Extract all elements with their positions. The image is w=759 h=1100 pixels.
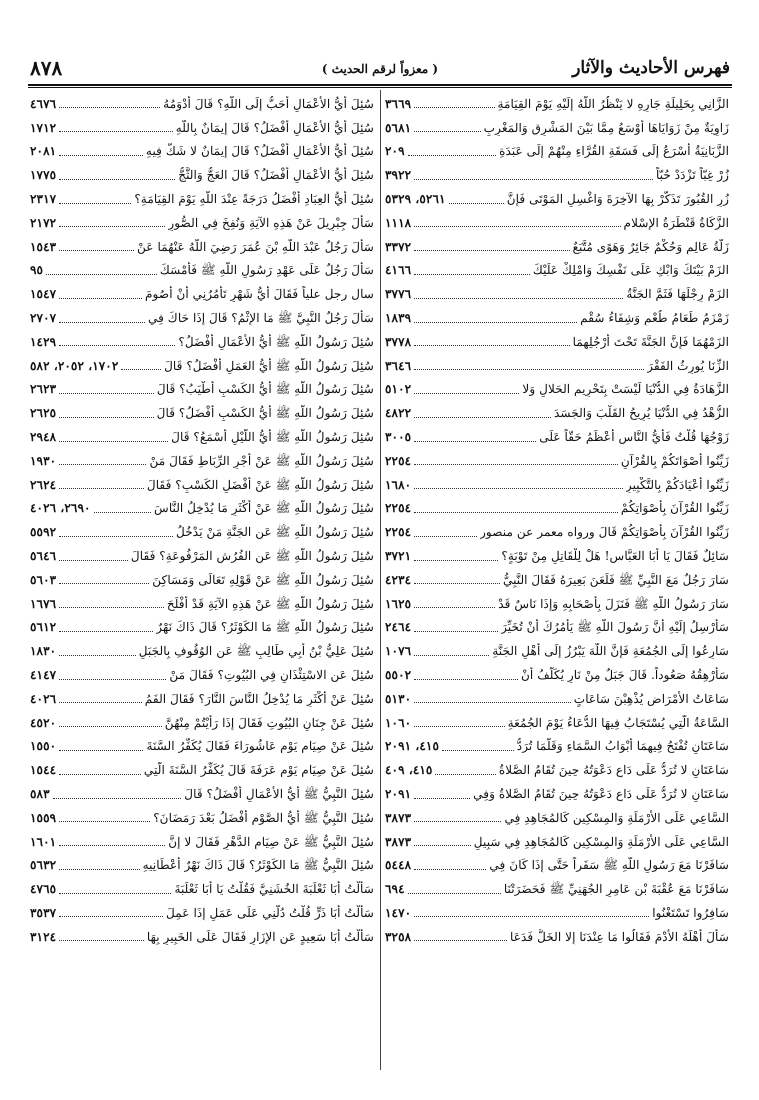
entry-reference-number: ١٧٧٥ (30, 168, 57, 183)
entry-reference-number: ١٥٤٧ (30, 287, 57, 302)
dot-leader (59, 893, 171, 894)
dot-leader (414, 250, 569, 251)
header-rule (28, 84, 732, 86)
entry-text: سَافِرُوا تَسْتَغْنُوا (652, 905, 729, 920)
index-entry (385, 140, 729, 164)
entry-reference-number: ١٦٠١ (30, 834, 57, 849)
dot-leader (59, 298, 142, 299)
entry-reference-number: ٢٦٢٣ (30, 382, 57, 397)
dot-leader (59, 655, 136, 656)
index-entry (30, 735, 374, 759)
entry-reference-number: ١٦٢٥ (385, 596, 412, 611)
entry-reference-number: ٢٣١٧ (30, 192, 57, 207)
dot-leader (59, 417, 153, 418)
dot-leader (59, 679, 166, 680)
dot-leader (414, 845, 471, 846)
index-entry (30, 854, 374, 878)
entry-text: سُئِلَ النَّبِيُّ ﷺ مَا الكَوْثَرُ؟ قَالَ ذَاكَ نَهْرٌ أَعْطَانِيهِ (142, 858, 374, 873)
entry-reference-number: ٣٠٠٥ (385, 430, 412, 445)
index-entry (385, 758, 729, 782)
index-entry (385, 163, 729, 187)
index-entry (30, 235, 374, 259)
entry-reference-number: ١٥٤٤ (30, 763, 57, 778)
index-entry (30, 92, 374, 116)
entry-text: سَارِعُوا إِلَى الجُمُعَةِ فَإِنَّ اللَّهَ يَبْرُزُ إِلَى أَهْلِ الجَنَّةِ (492, 644, 729, 659)
dot-leader (59, 155, 143, 156)
dot-leader (414, 179, 653, 180)
index-entry (385, 806, 729, 830)
entry-text: سُئِلَ رَسُولُ اللَّهِ ﷺ أَيُّ الأَعْمَالِ أَفْضَلُ؟ (178, 334, 374, 349)
dot-leader (408, 893, 501, 894)
index-entry (385, 687, 729, 711)
entry-reference-number: ٤٠٢٦ (30, 691, 57, 706)
entry-text: السَّاعَةُ الَّتِي يُسْتَجَابُ فِيهَا الدُّعَاءُ يَوْمَ الجُمُعَةِ (507, 715, 729, 730)
dot-leader (414, 607, 495, 608)
dot-leader (414, 702, 571, 703)
index-entry (385, 116, 729, 140)
entry-text: سَأَرْسِلُ إِلَيْهِ أَنَّ رَسُولَ اللَّهِ ﷺ يَأْمُرُكَ أَنْ تُخَيِّرَ (501, 620, 729, 635)
entry-text: سُئِلَ النَّبِيُّ ﷺ عَنْ صِيَامِ الدَّهْرِ فَقَالَ لا إِنَّ (168, 834, 374, 849)
dot-leader (59, 393, 154, 394)
dot-leader (414, 322, 577, 323)
entry-text: سُئِلَ رَسُولُ اللَّهِ ﷺ عَنْ أَجْرِ الرِّبَاطِ فَقَالَ مَنْ (149, 453, 374, 468)
entry-text: سُئِلَ النَّبِيُّ ﷺ أَيُّ الأَعْمَالِ أَفْضَلُ؟ قَالَ (184, 787, 374, 801)
entry-text: زَمْزَمُ طَعَامُ طُعْمٍ وَشِفَاءُ سُقْمٍ (580, 311, 729, 326)
index-entry (30, 925, 374, 949)
dot-leader (59, 345, 175, 346)
dot-leader (59, 322, 145, 323)
index-entry (385, 520, 729, 544)
entry-text: سَاعَتَانِ لا تُرَدُّ عَلَى دَاعٍ دَعْوَتُهُ حِينَ تُقَامُ الصَّلاةُ وَفِي (473, 787, 729, 801)
dot-leader (59, 250, 134, 251)
index-entry (385, 401, 729, 425)
index-entry (30, 378, 374, 402)
entry-reference-number: ١٥٤٣ (30, 239, 57, 254)
index-entry (385, 497, 729, 521)
dot-leader (59, 488, 144, 489)
index-entry (30, 211, 374, 235)
index-entry (385, 187, 729, 211)
entry-text: سُئِلَ رَسُولُ اللَّهِ ﷺ أَيُّ الكَسْبِ أَفْضَلُ؟ قَالَ (156, 406, 374, 421)
entry-reference-number: ٢١٧٢ (30, 215, 57, 230)
entry-text: سُئِلَ رَسُولُ اللَّهِ ﷺ عَنْ هَذِهِ الآيَةِ قَدْ أَفْلَحَ (166, 596, 374, 611)
entry-reference-number: ٤٨٢٢ (385, 406, 412, 421)
dot-leader (414, 226, 620, 227)
index-entry (385, 425, 729, 449)
dot-leader (59, 940, 144, 941)
entry-reference-number: ٣٧٢١ (385, 549, 412, 564)
page-title: فهرس الأحاديث والآثار (572, 58, 730, 78)
left-column (30, 92, 374, 949)
index-entry (385, 663, 729, 687)
dot-leader (414, 679, 518, 680)
entry-reference-number: ٥١٣٠ (385, 691, 412, 706)
entry-reference-number: ٢٤٦٤ (385, 620, 412, 635)
dot-leader (59, 536, 173, 537)
entry-reference-number: ٣٨٧٣ (385, 834, 412, 849)
entry-text: سُئِلَ أَيُّ الأَعْمَالِ أَحَبُّ إِلَى اللَّهِ؟ قَالَ أَدْوَمُهُ (163, 96, 374, 111)
index-entry (385, 306, 729, 330)
entry-reference-number: ٥٦٨١ (385, 120, 412, 135)
index-entry (385, 735, 729, 759)
dot-leader (414, 583, 500, 584)
dot-leader (59, 203, 131, 204)
entry-reference-number: ٥٢٦١، ٥٣٢٩ (385, 192, 446, 207)
header-rule-thin (28, 87, 732, 88)
index-entry (385, 854, 729, 878)
index-entry (385, 639, 729, 663)
entry-text: سَارَ رَسُولُ اللَّهِ ﷺ فَنَزَلَ بِأَصْحَابِهِ وَإِذَا نَاسٌ قَدْ (498, 596, 729, 611)
index-entry (30, 520, 374, 544)
page-header (30, 56, 730, 86)
dot-leader (59, 464, 146, 465)
entry-text: السَّاعِي عَلَى الأَرْمَلَةِ وَالمِسْكِينِ كَالمُجَاهِدِ فِي سَبِيلِ (473, 834, 729, 849)
entry-text: الزَمْ بَيْتَكَ وَابْكِ عَلَى نَفْسِكَ وَامْلِكْ عَلَيْكَ (532, 263, 729, 278)
entry-text: سال رجل علياً فَقَالَ أَيُّ شَهْرٍ تَأْمُرُنِي أَنْ أَصُومَ (145, 287, 374, 302)
dot-leader (414, 726, 504, 727)
entry-reference-number: ٤١٦٦ (385, 263, 412, 278)
dot-leader (414, 441, 536, 442)
dot-leader (59, 702, 142, 703)
entry-reference-number: ١٨٣٩ (385, 311, 412, 326)
index-entry (30, 544, 374, 568)
entry-reference-number: ٤٧٦٥ (30, 882, 57, 897)
entry-reference-number: ٣٥٣٧ (30, 905, 57, 920)
dot-leader (449, 203, 504, 204)
entry-reference-number: ٣٦٤٦ (385, 358, 412, 373)
index-entry (30, 830, 374, 854)
entry-text: الزُّهْدُ فِي الدُّنْيَا يُرِيحُ القَلْبَ وَالجَسَدَ (553, 406, 729, 421)
entry-reference-number: ١٦٧٦ (30, 596, 57, 611)
index-entry (30, 306, 374, 330)
dot-leader (414, 512, 618, 513)
dot-leader (414, 131, 480, 132)
dot-leader (53, 798, 182, 799)
entry-reference-number: ١٥٥٠ (30, 739, 57, 754)
entry-text: سُئِلَ عَنْ جِنَانِ البُيُوتِ فَقَالَ إِذَا رَأَيْتُمْ مِنْهُنَّ (164, 715, 374, 730)
entry-reference-number: ٣٢٥٨ (385, 929, 412, 944)
dot-leader (414, 488, 623, 489)
index-entry (30, 425, 374, 449)
entry-reference-number: ١١١٨ (385, 215, 412, 230)
dot-leader (414, 107, 494, 108)
entry-text: سُئِلَ رَسُولُ اللَّهِ ﷺ مَا الكَوْثَرُ؟ قَالَ ذَاكَ نَهْرٌ (156, 620, 374, 635)
right-column (385, 92, 729, 949)
dot-leader (121, 369, 161, 370)
entry-text: سَأَلْتُ أَبَا ثَعْلَبَةَ الخُشَنِيَّ فَقُلْتُ يَا أَبَا ثَعْلَبَةَ (174, 882, 374, 897)
entry-text: سُئِلَ رَسُولُ اللَّهِ ﷺ عَنْ قَوْلِهِ تَعَالَى وَمَسَاكِنَ (152, 572, 374, 587)
entry-reference-number: ٥٥٩٢ (30, 525, 57, 540)
entry-text: سُئِلَ رَسُولُ اللَّهِ ﷺ أَيُّ اللَّيْلِ أَسْمَعُ؟ قَالَ (171, 430, 374, 445)
entry-text: سُئِلَ عَنِ الاسْتِئْذَانِ فِي البُيُوتِ؟ فَقَالَ مَنْ (169, 668, 374, 683)
entry-text: سُئِلَ النَّبِيُّ ﷺ أَيُّ الصَّوْمِ أَفْضَلُ بَعْدَ رَمَضَانَ؟ (153, 810, 374, 825)
entry-reference-number: ٦٩٤ (385, 882, 405, 897)
entry-text: سَاعَتَانِ لا تُرَدُّ عَلَى دَاعٍ دَعْوَتُهُ حِينَ تُقَامُ الصَّلاةُ (498, 763, 729, 778)
entry-reference-number: ١٠٧٦ (385, 644, 412, 659)
dot-leader (414, 369, 644, 370)
page-number: ٨٧٨ (30, 56, 63, 80)
entry-text: الزَّبَانِيَةُ أَسْرَعُ إِلَى فَسَقَةِ القُرَّاءِ مِنْهُمْ إِلَى عَبَدَةِ (499, 144, 729, 159)
page-subtitle: ( معزواً لرقم الحديث ) (321, 62, 439, 76)
index-entry (385, 901, 729, 925)
entry-text: سَافَرْنَا مَعَ رَسُولِ اللَّهِ ﷺ سَفَراً حَتَّى إِذَا كَانَ فِي (489, 858, 729, 873)
dot-leader (408, 155, 496, 156)
entry-text: سُئِلَ عَلِيُّ بْنُ أَبِي طَالِبٍ ﷺ عَنِ الوُقُوفِ بِالجَبَلِ (138, 644, 374, 659)
index-entry (30, 163, 374, 187)
index-entry (385, 235, 729, 259)
dot-leader (46, 274, 157, 275)
entry-text: زَيِّنُوا القُرْآنَ بِأَصْوَاتِكُمْ قَالَ ورواه معمر عن منصور (480, 525, 729, 540)
entry-text: الزَمْ رِجْلَهَا فَثَمَّ الجَنَّةُ (626, 287, 729, 302)
entry-text: الزَّكَاةُ قَنْطَرَةُ الإِسْلامِ (623, 215, 729, 230)
entry-reference-number: ٤٦٧٦ (30, 96, 57, 111)
entry-reference-number: ٥٦١٢ (30, 620, 57, 635)
dot-leader (414, 464, 618, 465)
index-entry (385, 616, 729, 640)
index-entry (30, 806, 374, 830)
index-entry (385, 354, 729, 378)
dot-leader (414, 869, 486, 870)
index-entry (385, 711, 729, 735)
entry-reference-number: ٢٦٢٥ (30, 406, 57, 421)
entry-text: الزَّانِي بِحَلِيلَةِ جَارِهِ لا يَنْظُرُ اللَّهُ إِلَيْهِ يَوْمَ القِيَامَةِ (497, 96, 729, 111)
entry-reference-number: ٣٩٢٢ (385, 168, 412, 183)
entry-text: سُئِلَ أَيُّ الأَعْمَالِ أَفْضَلُ؟ قَالَ العَجُّ وَالثَّجُّ (178, 168, 374, 183)
entry-text: زَيِّنُوا القُرْآنَ بِأَصْوَاتِكُمْ (620, 501, 729, 516)
index-entry (30, 877, 374, 901)
dot-leader (414, 536, 477, 537)
dot-leader (414, 655, 489, 656)
entry-reference-number: ٢٢٥٤ (385, 453, 412, 468)
index-entry (30, 711, 374, 735)
entry-text: سَأَلَ جِبْرِيلَ عَنْ هَذِهِ الآيَةِ وَنُفِخَ فِي الصُّورِ (168, 215, 374, 230)
dot-leader (59, 631, 153, 632)
index-entry (30, 282, 374, 306)
dot-leader (414, 940, 507, 941)
entry-text: السَّاعِي عَلَى الأَرْمَلَةِ وَالمِسْكِينِ كَالمُجَاهِدِ فِي (504, 810, 729, 825)
dot-leader (59, 441, 168, 442)
index-entry (30, 140, 374, 164)
dot-leader (94, 512, 151, 513)
entry-text: سَاعَتَانِ تُفْتَحُ فِيهِمَا أَبْوَابُ السَّمَاءِ وَقَلَّمَا تُرَدُّ (516, 739, 729, 754)
entry-reference-number: ٤١٥، ٤٠٩ (385, 763, 433, 778)
entry-reference-number: ٣١٢٤ (30, 929, 57, 944)
entry-text: سُئِلَ عَنْ صِيَامِ يَوْمِ عَرَفَةَ قَالَ يُكَفِّرُ السَّنَةَ الَّتِي (143, 763, 374, 778)
entry-reference-number: ١٧٠٢، ٢٠٥٢، ٥٨٢ (30, 358, 119, 373)
entry-text: سَأَلْتُ أَبَا سَعِيدٍ عَنِ الإِزَارِ فَقَالَ عَلَى الخَبِيرِ بِهَا (146, 929, 374, 944)
entry-reference-number: ٩٥ (30, 263, 44, 278)
entry-reference-number: ٢٦٩٠، ٤٠٢٦ (30, 501, 91, 516)
entry-text: سَأُرْهِقُهُ صَعُوداً. قَالَ جَبَلٌ مِنْ نَارٍ يُكَلَّفُ أَنْ (520, 668, 729, 683)
column-divider (380, 90, 381, 1070)
entry-text: سُئِلَ رَسُولُ اللَّهِ ﷺ عَنِ الفُرُشِ المَرْفُوعَةِ؟ فَقَالَ (130, 549, 374, 564)
entry-text: سَأَلَ رَجُلٌ عَبْدَ اللَّهِ بْنَ عُمَرَ رَضِيَ اللَّهُ عَنْهُمَا عَنْ (137, 239, 374, 254)
index-entry (385, 211, 729, 235)
entry-text: سُئِلَ رَسُولُ اللَّهِ ﷺ أَيُّ الكَسْبِ أَطْيَبُ؟ قَالَ (156, 382, 374, 397)
dot-leader (414, 916, 649, 917)
entry-text: سَائِلٌ فَقَالَ يَا أَبَا العَبَّاسِ! هَلْ لِلْقَاتِلِ مِنْ تَوْبَةٍ؟ (501, 549, 729, 564)
entry-reference-number: ١٥٥٩ (30, 810, 57, 825)
entry-reference-number: ٢٢٥٤ (385, 525, 412, 540)
entry-reference-number: ٣٧٧٦ (385, 287, 412, 302)
dot-leader (59, 107, 160, 108)
entry-reference-number: ٤١٥، ٢٠٩١ (385, 739, 440, 754)
entry-reference-number: ١٩٣٠ (30, 453, 57, 468)
entry-text: الزَمْهُمَا فَإِنَّ الجَنَّةَ تَحْتَ أَرْجُلِهِمَا (572, 334, 729, 349)
dot-leader (59, 607, 164, 608)
dot-leader (414, 798, 470, 799)
entry-reference-number: ٥٦٣٢ (30, 858, 57, 873)
entry-text: سُئِلَ عَنْ صِيَامِ يَوْمِ عَاشُورَاءَ فَقَالَ يُكَفِّرُ السَّنَةَ (146, 739, 374, 754)
dot-leader (414, 560, 498, 561)
index-entry (30, 259, 374, 283)
entry-text: سُئِلَ أَيُّ العِبَادِ أَفْضَلُ دَرَجَةً عِنْدَ اللَّهِ يَوْمَ القِيَامَةِ؟ (134, 192, 374, 207)
entry-reference-number: ١٤٧٠ (385, 905, 412, 920)
index-entry (30, 401, 374, 425)
index-entry (30, 449, 374, 473)
entry-text: سَأَلَ رَجُلٌ عَلَى عَهْدِ رَسُولِ اللَّهِ ﷺ فَأَمْسَكَ (159, 263, 374, 278)
index-entry (385, 92, 729, 116)
entry-text: زُرْ غِبّاً تَزْدَدْ حُبّاً (655, 168, 729, 183)
entry-reference-number: ٤٥٢٠ (30, 715, 57, 730)
index-entry (30, 187, 374, 211)
entry-text: سُئِلَ رَسُولُ اللَّهِ ﷺ عَنِ الجَنَّةِ مَنْ يَدْخُلُ (176, 525, 374, 540)
dot-leader (442, 750, 514, 751)
entry-reference-number: ٣٨٧٣ (385, 810, 412, 825)
dot-leader (59, 869, 139, 870)
index-entry (30, 497, 374, 521)
entry-reference-number: ٢٠٩١ (385, 787, 412, 801)
entry-text: سَارَ رَجُلٌ مَعَ النَّبِيِّ ﷺ فَلَعَنَ بَعِيرَهُ فَقَالَ النَّبِيُّ (502, 572, 729, 587)
dot-leader (59, 726, 162, 727)
dot-leader (59, 916, 163, 917)
entry-reference-number: ٥٨٣ (30, 787, 50, 801)
dot-leader (414, 298, 623, 299)
index-entry (30, 568, 374, 592)
dot-leader (414, 631, 498, 632)
entry-text: سُئِلَ أَيُّ الأَعْمَالِ أَفْضَلُ؟ قَالَ إِيمَانٌ بِاللَّهِ (175, 120, 374, 135)
dot-leader (414, 274, 530, 275)
index-entry (30, 782, 374, 806)
entry-reference-number: ١٠٦٠ (385, 715, 412, 730)
entry-text: زَاوِيَةٌ مِنْ زَوَايَاهَا أَوْسَعُ مِمَّا بَيْنَ المَشْرِقِ وَالمَغْرِبِ (483, 120, 729, 135)
entry-reference-number: ٢٠٩ (385, 144, 405, 159)
entry-text: سَأَلْتُ أَبَا ذَرٍّ قُلْتُ دُلَّنِي عَلَى عَمَلٍ إِذَا عَمِلَ (166, 905, 374, 920)
entry-reference-number: ٢٦٢٤ (30, 477, 57, 492)
entry-text: زَوْجُهَا قُلْتُ فَأَيُّ النَّاسِ أَعْظَمُ حَقّاً عَلَى (539, 430, 729, 445)
entry-text: سَافَرْنَا مَعَ عُقْبَةَ بْنِ عَامِرٍ الجُهَنِيِّ ﷺ فَحَضَرَتْنَا (503, 882, 729, 897)
entry-text: زَيِّنُوا أَعْيَادَكُمْ بِالتَّكْبِيرِ (625, 477, 729, 492)
index-entry (30, 116, 374, 140)
index-entry (385, 259, 729, 283)
index-entry (30, 687, 374, 711)
entry-reference-number: ٥٦٤٦ (30, 549, 57, 564)
index-entry (385, 449, 729, 473)
dot-leader (59, 583, 149, 584)
index-entry (385, 473, 729, 497)
entry-text: زَلَّةُ عَالِمٍ وَحُكْمٌ جَائِرٌ وَهَوًى مُتَّبَعٌ (572, 239, 729, 254)
index-entry (385, 282, 729, 306)
index-entry (30, 663, 374, 687)
entry-text: سُئِلَ رَسُولُ اللَّهِ ﷺ عَنْ أَكْثَرِ مَا يُدْخِلُ النَّاسَ (153, 501, 374, 516)
index-entry (385, 782, 729, 806)
index-entry (30, 354, 374, 378)
index-entry (30, 616, 374, 640)
entry-reference-number: ٥٥٠٢ (385, 668, 412, 683)
index-entry (30, 473, 374, 497)
dot-leader (59, 179, 175, 180)
index-entry (30, 330, 374, 354)
dot-leader (59, 226, 165, 227)
dot-leader (59, 821, 150, 822)
dot-leader (435, 774, 495, 775)
entry-text: سَأَلَ أَهْلَهُ الأُدْمَ فَقَالُوا مَا عِنْدَنَا إِلا الخَلُّ فَدَعَا (509, 929, 729, 944)
index-entry (385, 568, 729, 592)
entry-reference-number: ٤١٤٧ (30, 668, 57, 683)
entry-reference-number: ٢٧٠٧ (30, 311, 57, 326)
entry-reference-number: ٢٩٤٨ (30, 430, 57, 445)
entry-reference-number: ٢٢٥٤ (385, 501, 412, 516)
index-entry (30, 592, 374, 616)
index-entry (30, 901, 374, 925)
entry-text: زَيِّنُوا أَصْوَاتَكُمْ بِالقُرْآنِ (620, 453, 729, 468)
dot-leader (59, 131, 173, 132)
dot-leader (414, 821, 501, 822)
dot-leader (59, 560, 128, 561)
index-entry (30, 639, 374, 663)
entry-text: سُئِلَ رَسُولُ اللَّهِ ﷺ أَيُّ العَمَلِ أَفْضَلُ؟ قَالَ (164, 358, 374, 373)
entry-text: سُئِلَ أَيُّ الأَعْمَالِ أَفْضَلُ؟ قَالَ إِيمَانٌ لا شَكَّ فِيهِ (145, 144, 374, 159)
entry-reference-number: ٣٧٧٨ (385, 334, 412, 349)
dot-leader (59, 774, 141, 775)
dot-leader (59, 845, 165, 846)
entry-reference-number: ٤٢٣٤ (385, 572, 412, 587)
entry-reference-number: ١٨٣٠ (30, 644, 57, 659)
entry-reference-number: ١٦٨٠ (385, 477, 412, 492)
entry-reference-number: ٣٦٦٩ (385, 96, 412, 111)
entry-text: الزِّنَا يُورِثُ الفَقْرَ (647, 358, 729, 373)
index-entry (385, 330, 729, 354)
index-entry (385, 378, 729, 402)
entry-text: زُرِ القُبُورَ تَذَكَّرْ بِهَا الآخِرَةَ وَاغْسِلِ المَوْتَى فَإِنَّ (506, 192, 729, 207)
entry-reference-number: ٥٤٤٨ (385, 858, 412, 873)
entry-reference-number: ٣٣٧٢ (385, 239, 412, 254)
index-entry (385, 877, 729, 901)
entry-reference-number: ٢٠٨١ (30, 144, 57, 159)
entry-text: سَأَلَ رَجُلٌ النَّبِيَّ ﷺ مَا الإِثْمُ؟ قَالَ إِذَا حَاكَ فِي (147, 311, 374, 326)
entry-reference-number: ٥٦٠٣ (30, 572, 57, 587)
dot-leader (414, 417, 551, 418)
dot-leader (414, 393, 519, 394)
index-entry (385, 544, 729, 568)
entry-reference-number: ٥١٠٢ (385, 382, 412, 397)
entry-text: سَاعَاتُ الأَمْرَاضِ يُذْهِبْنَ سَاعَاتٍ (573, 691, 729, 706)
entry-text: سُئِلَ عَنْ أَكْثَرِ مَا يُدْخِلُ النَّاسَ النَّارَ؟ فَقَالَ الفَمُ (144, 691, 374, 706)
entry-text: سُئِلَ رَسُولُ اللَّهِ ﷺ عَنْ أَفْضَلِ الكَسْبِ؟ فَقَالَ (146, 477, 374, 492)
index-entry (385, 830, 729, 854)
index-entry (385, 592, 729, 616)
index-entry (385, 925, 729, 949)
entry-reference-number: ١٧١٢ (30, 120, 57, 135)
dot-leader (414, 345, 569, 346)
entry-text: الزَّهَادَةُ فِي الدُّنْيَا لَيْسَتْ بِتَحْرِيمِ الحَلالِ وَلا (522, 382, 729, 397)
index-entry (30, 758, 374, 782)
dot-leader (59, 750, 143, 751)
entry-reference-number: ١٤٢٩ (30, 334, 57, 349)
